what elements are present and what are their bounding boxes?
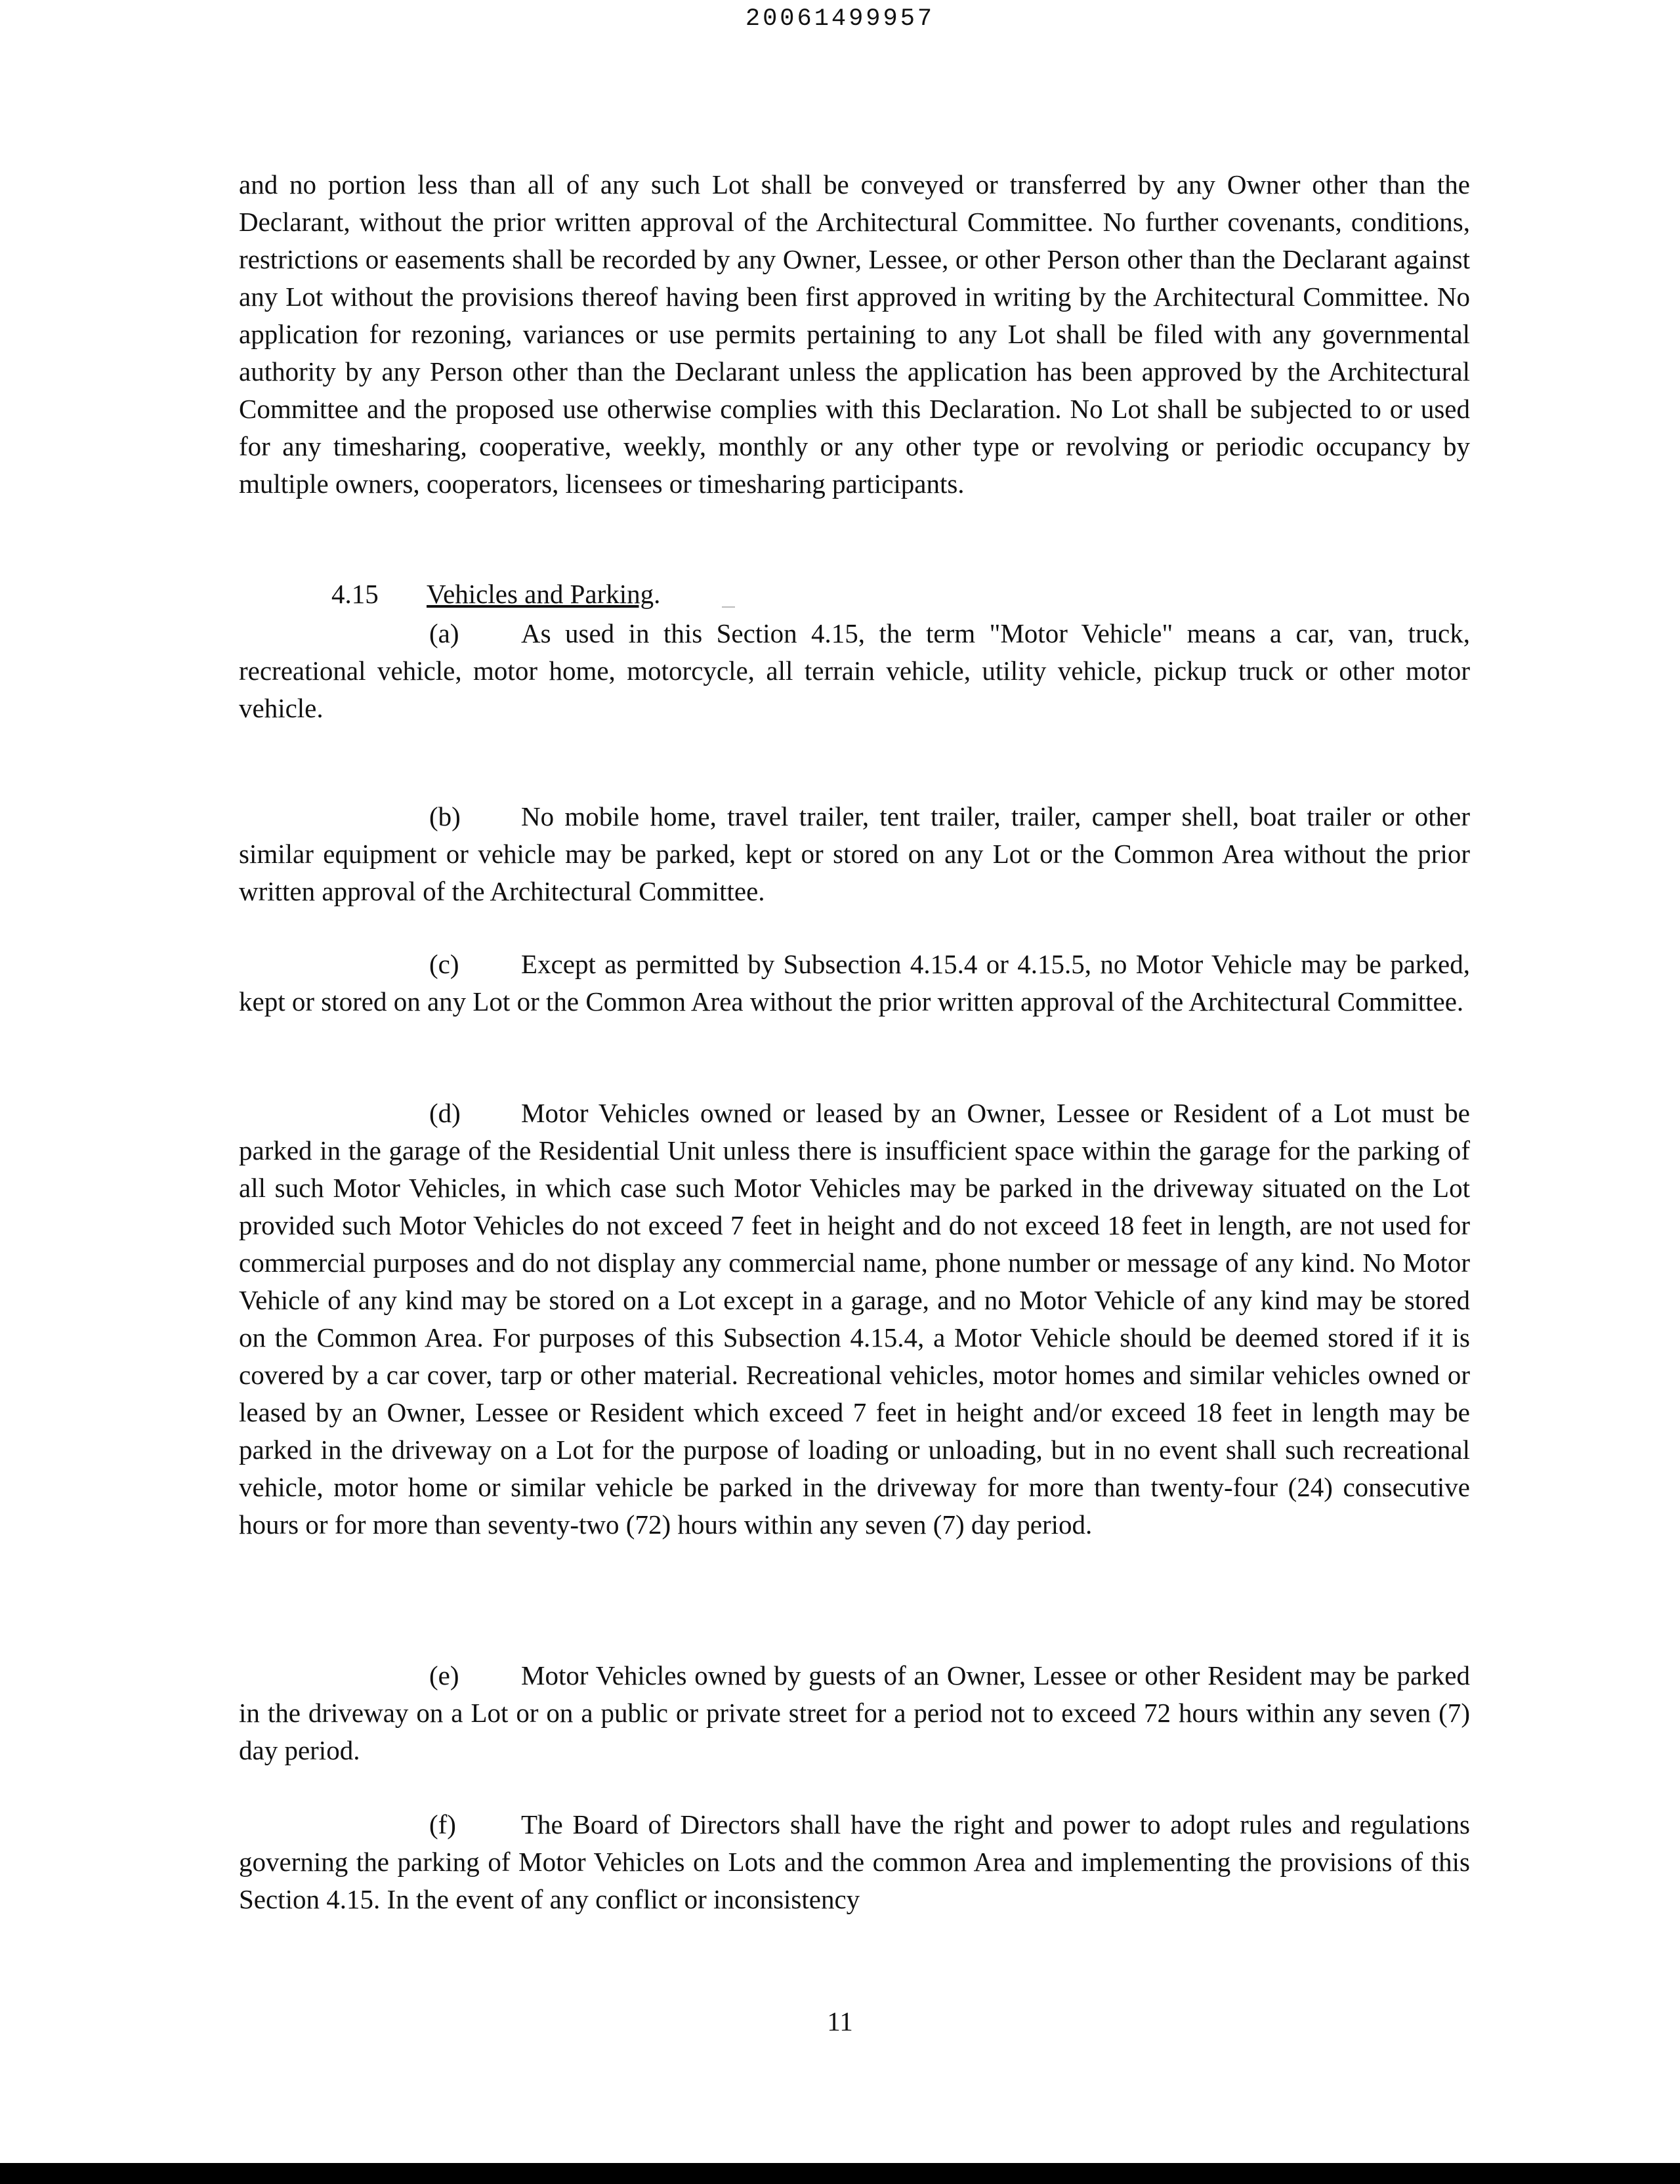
scan-bottom-border (0, 2163, 1680, 2184)
page-number: 11 (827, 2006, 853, 2036)
scan-speck (722, 606, 735, 608)
subsection-label: (e) (429, 1660, 459, 1690)
subsection-c (239, 946, 1470, 1020)
subsection-text: The Board of Directors shall have the right and power to adopt rules and regulations governing the parking of Motor Vehicles on Lots and the common Area and implementing the provisions of this Section 4.15. In the event of any conflict or inconsistency (239, 1809, 1470, 1914)
section-heading (331, 576, 660, 613)
subsection-label: (a) (429, 618, 459, 648)
subsection-f (239, 1806, 1470, 1918)
section-title: Vehicles and Parking (427, 579, 654, 609)
section-title-suffix: . (654, 579, 661, 609)
subsection-label: (c) (429, 949, 459, 979)
subsection-text: Motor Vehicles owned or leased by an Owner, Lessee or Resident of a Lot must be parked in the garage of the Residential Unit unless there is insufficient space within the garage for the parking of all such Motor Vehicles, in which case such Motor Vehicles may be parked in the driveway situated on the Lot provided such Motor Vehicles do not exceed 7 feet in height and do not exceed 18 feet in length, are not used for commercial purposes and do not display any commercial name, phone number or message of any kind. No Motor Vehicle of any kind may be stored on a Lot except in a garage, and no Motor Vehicle of any kind may be stored on the Common Area. For purposes of this Subsection 4.15.4, a Motor Vehicle should be deemed stored if it is covered by a car cover, tarp or other material. Recreational vehicles, motor homes and similar vehicles owned or leased by an Owner, Lessee or Resident which exceed 7 feet in height and/or exceed 18 feet in length may be parked in the driveway on a Lot for the purpose of loading or unloading, but in no event shall such recreational vehicle, motor home or similar vehicle be parked in the driveway for more than twenty-four (24) consecutive hours or for more than seventy-two (72) hours within any seven (7) day period. (239, 1098, 1470, 1540)
section-number: 4.15 (331, 579, 379, 609)
subsection-e (239, 1657, 1470, 1769)
intro-paragraph: and no portion less than all of any such Lot shall be conveyed or transferred by any Owner other than the Declarant, without the prior written approval of the Architectural Committee. No further covenants, conditions, restrictions or easements shall be recorded by any Owner, Lessee, or other Person other than the Declarant against any Lot without the provisions thereof having been first approved in writing by the Architectural Committee. No application for rezoning, variances or use permits pertaining to any Lot shall be filed with any governmental authority by any Person other than the Declarant unless the application has been approved by the Architectural Committee and the proposed use otherwise complies with this Declaration. No Lot shall be subjected to or used for any timesharing, cooperative, weekly, monthly or any other type or revolving or periodic occupancy by multiple owners, cooperators, licensees or timesharing participants. (239, 169, 1470, 499)
subsection-label: (b) (429, 801, 461, 831)
subsection-a (239, 615, 1470, 727)
subsection-text: Motor Vehicles owned by guests of an Owner, Lessee or other Resident may be parked in the driveway on a Lot or on a public or private street for a period not to exceed 72 hours within any seven (7) day period. (239, 1660, 1470, 1765)
subsection-label: (f) (429, 1809, 456, 1839)
subsection-text: As used in this Section 4.15, the term "Motor Vehicle" means a car, van, truck, recreational vehicle, motor home, motorcycle, all terrain vehicle, utility vehicle, pickup truck or other motor vehicle. (239, 618, 1470, 723)
subsection-text: Except as permitted by Subsection 4.15.4 or 4.15.5, no Motor Vehicle may be parked, kept or stored on any Lot or the Common Area without the prior written approval of the Architectural Committee. (239, 949, 1470, 1017)
subsection-label: (d) (429, 1098, 461, 1128)
subsection-text: No mobile home, travel trailer, tent trailer, trailer, camper shell, boat trailer or other similar equipment or vehicle may be parked, kept or stored on any Lot or the Common Area without the prior written approval of the Architectural Committee. (239, 801, 1470, 906)
subsection-d (239, 1095, 1470, 1544)
document-id-header: 20061499957 (745, 5, 935, 33)
subsection-b (239, 798, 1470, 910)
